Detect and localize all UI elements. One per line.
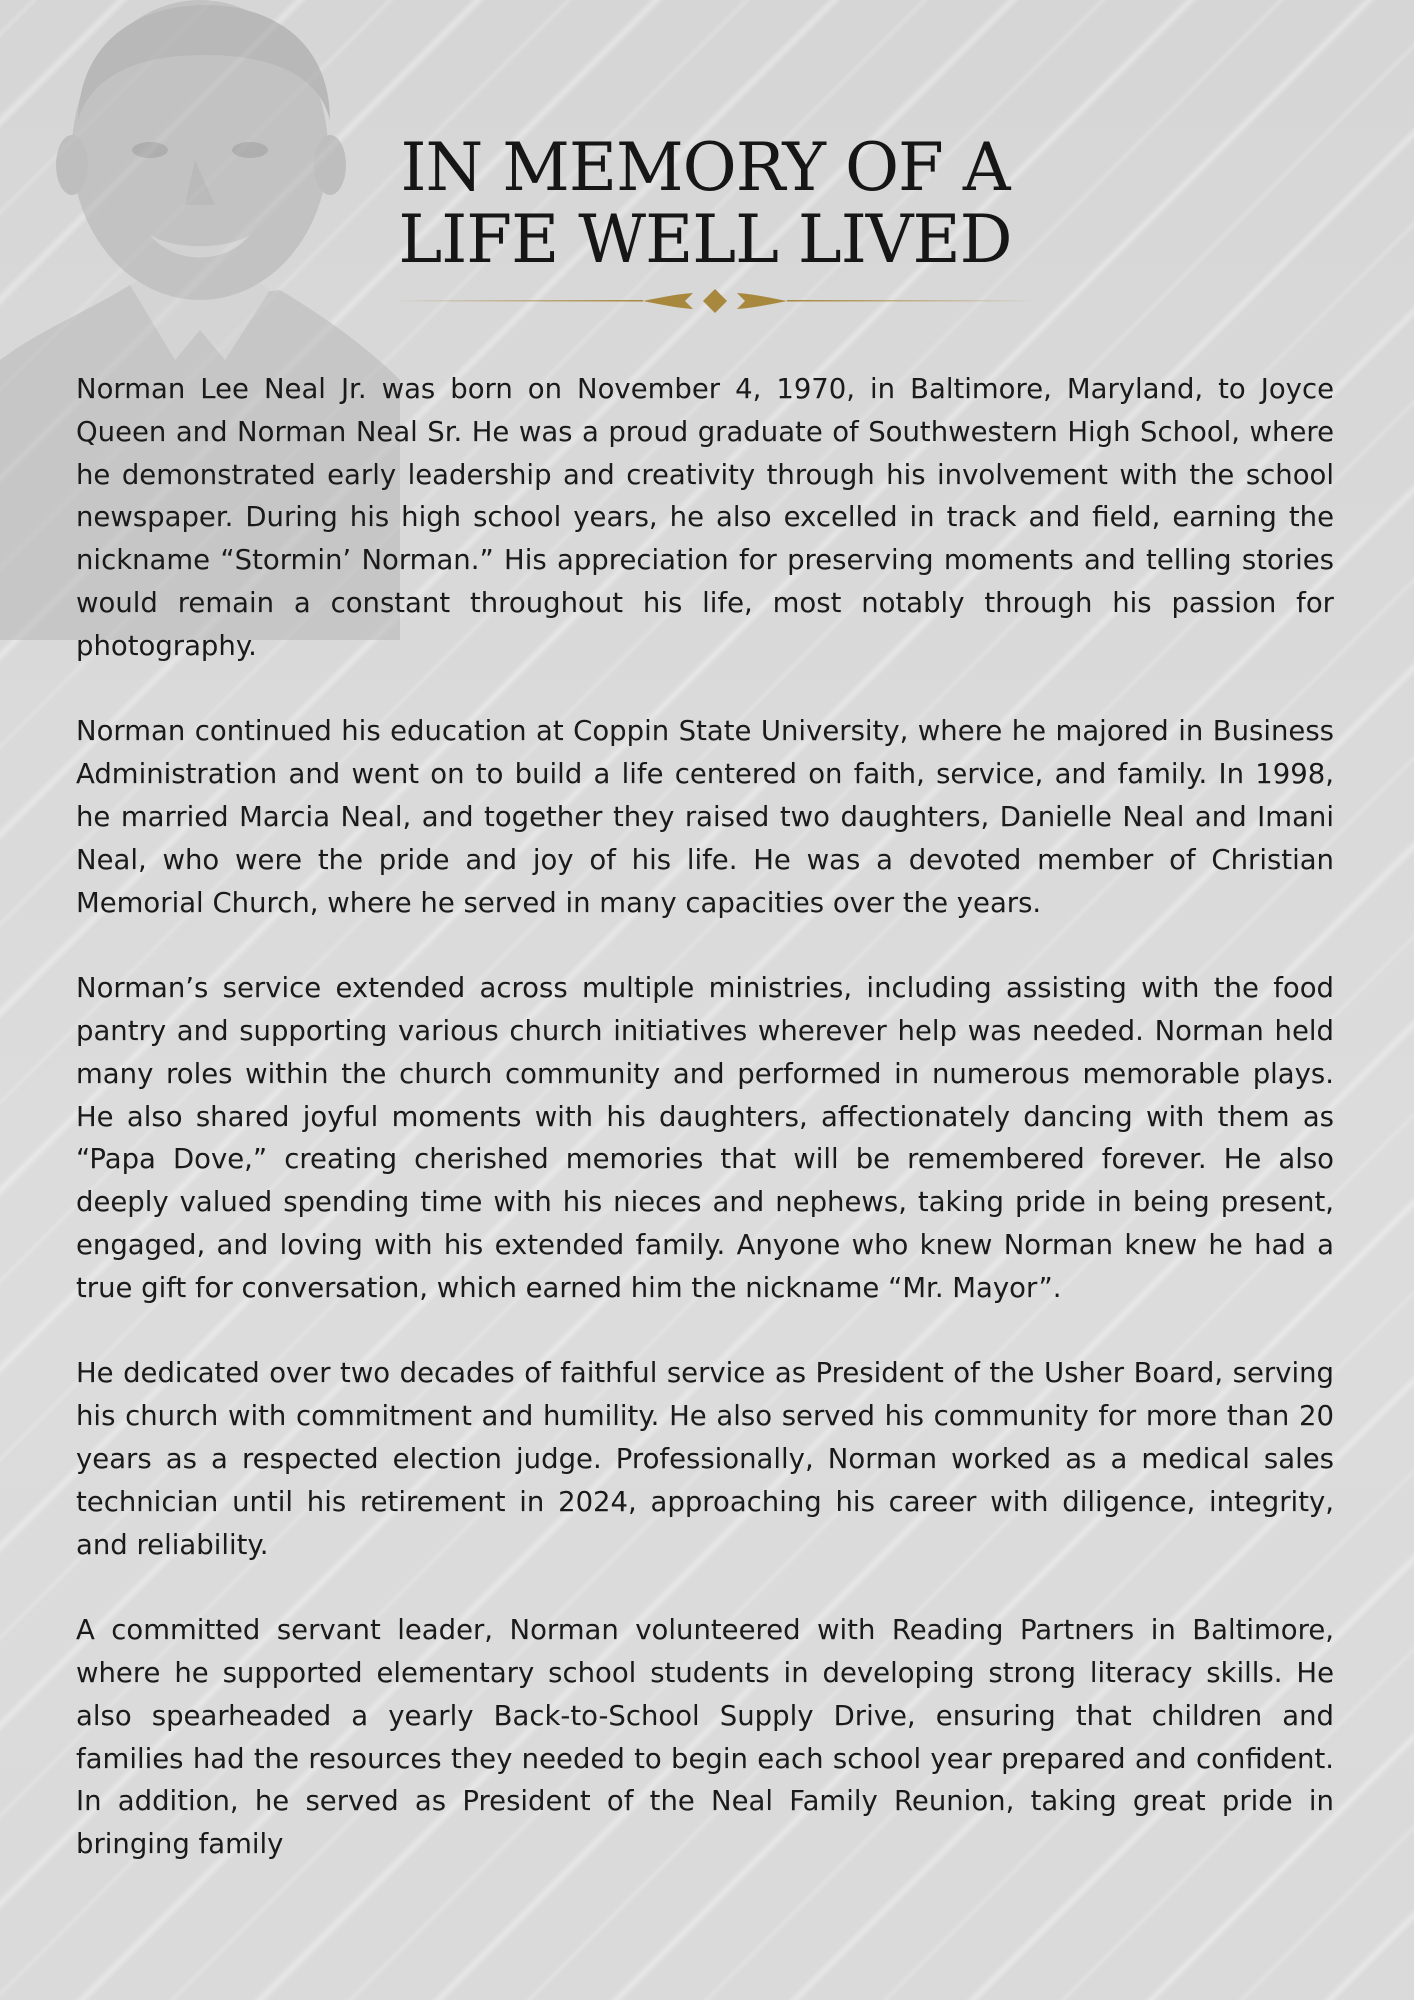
obituary-paragraph-3: Norman’s service extended across multiple ministries, including assisting with the food pantry and supporting various church initiatives wherever help was needed. Norman held many roles within the church community and performed in numerous memorable plays. He also shared joyful moments with his daughters, affectionately dancing with them as “Papa Dove,” creating cherished memories that will be remembered forever. He also deeply valued spending time with his nieces and nephews, taking pride in being present, engaged, and loving with his extended family. Anyone who knew Norman knew he had a true gift for conversation, which earned him the nickname “Mr. Mayor”. xyxy=(76,972,1334,1304)
obituary-text xyxy=(76,368,1334,1909)
title-line-2: LIFE WELL LIVED xyxy=(398,201,1012,278)
obituary-paragraph-4: He dedicated over two decades of faithful service as President of the Usher Board, serving his church with commitment and humility. He also served his community for more than 20 years as a respected election judge. Professionally, Norman worked as a medical sales technician until his retirement in 2024, approaching his career with diligence, integrity, and reliability. xyxy=(76,1357,1334,1561)
obituary-paragraph-5: A committed servant leader, Norman volunteered with Reading Partners in Baltimore, where he supported elementary school students in developing strong literacy skills. He also spearheaded a yearly Back-to-School Supply Drive, ensuring that children and families had the resources they needed to begin each school year prepared and confident. In addition, he served as President of the Neal Family Reunion, taking great pride in bringing family xyxy=(76,1614,1334,1861)
obituary-paragraph-2: Norman continued his education at Coppin State University, where he majored in Business Administration and went on to build a life centered on faith, service, and family. In 1998, he married Marcia Neal, and together they raised two daughters, Danielle Neal and Imani Neal, who were the pride and joy of his life. He was a devoted member of Christian Memorial Church, where he served in many capacities over the years. xyxy=(76,715,1334,919)
title-line-1: IN MEMORY OF A xyxy=(400,129,1010,206)
obituary-paragraph-1: Norman Lee Neal Jr. was born on November 4, 1970, in Baltimore, Maryland, to Joyce Queen and Norman Neal Sr. He was a proud graduate of Southwestern High School, where he demonstrated early leadership and creativity through his involvement with the school newspaper. During his high school years, he also excelled in track and field, earning the nickname “Stormin’ Norman.” His appreciation for preserving moments and telling stories would remain a constant throughout his life, most notably through his passion for photography. xyxy=(76,373,1334,662)
gold-ornamental-divider-icon xyxy=(393,286,1037,316)
page-title xyxy=(360,129,1050,278)
